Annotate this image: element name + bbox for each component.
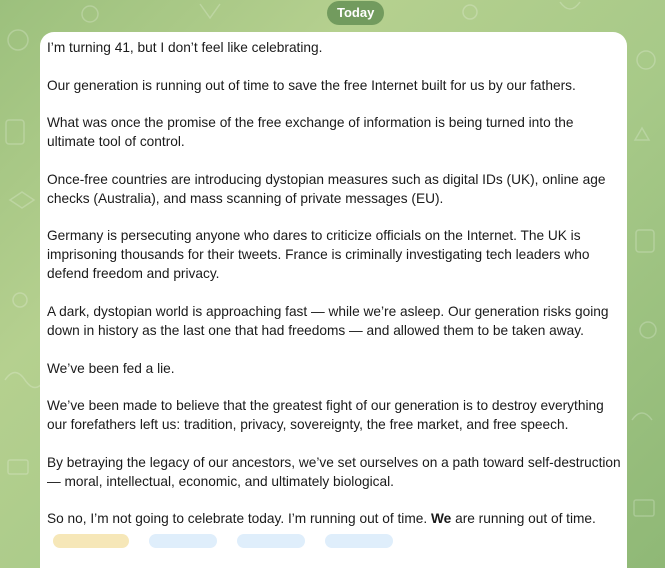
message-paragraph: By betraying the legacy of our ancestors, we’ve set ourselves on a path toward self-destruction — moral, intellectual, economic, and ultimately biological. — [47, 454, 621, 489]
reaction-chip[interactable] — [325, 534, 393, 548]
message-bubble[interactable] — [40, 32, 627, 568]
message-paragraph: Our generation is running out of time to save the free Internet built for us by our fathers. — [47, 77, 576, 93]
closing-text-end: are running out of time. — [451, 511, 596, 527]
message-paragraph: A dark, dystopian world is approaching fast — while we’re asleep. Our generation risks going down in history as the last one that had freedoms — and allowed them to be taken away. — [47, 303, 609, 338]
reaction-chip[interactable] — [53, 534, 129, 548]
date-separator: Today — [327, 1, 384, 25]
message-paragraph: We’ve been fed a lie. — [47, 360, 175, 376]
message-paragraph: Germany is persecuting anyone who dares to criticize officials on the Internet. The UK is imprisoning thousands for their tweets. France is criminally investigating tech leaders who defend freedom and privacy. — [47, 228, 590, 282]
message-paragraph: We’ve been made to believe that the greatest fight of our generation is to destroy everything our forefathers left us: tradition, privacy, sovereignty, the free market, and free speech. — [47, 398, 604, 433]
message-paragraph: Once-free countries are introducing dystopian measures such as digital IDs (UK), online age checks (Australia), and mass scanning of private messages (EU). — [47, 171, 606, 206]
message-paragraph: What was once the promise of the free exchange of information is being turned into the ultimate tool of control. — [47, 115, 574, 150]
reaction-chip[interactable] — [237, 534, 305, 548]
closing-text: So no, I’m not going to celebrate today. I’m running out of time. — [47, 511, 431, 527]
reactions-row — [47, 534, 621, 548]
message-paragraph: I’m turning 41, but I don’t feel like celebrating. — [47, 40, 323, 55]
message-closing — [47, 509, 621, 528]
reaction-chip[interactable] — [149, 534, 217, 548]
closing-bold-word: We — [430, 511, 452, 527]
